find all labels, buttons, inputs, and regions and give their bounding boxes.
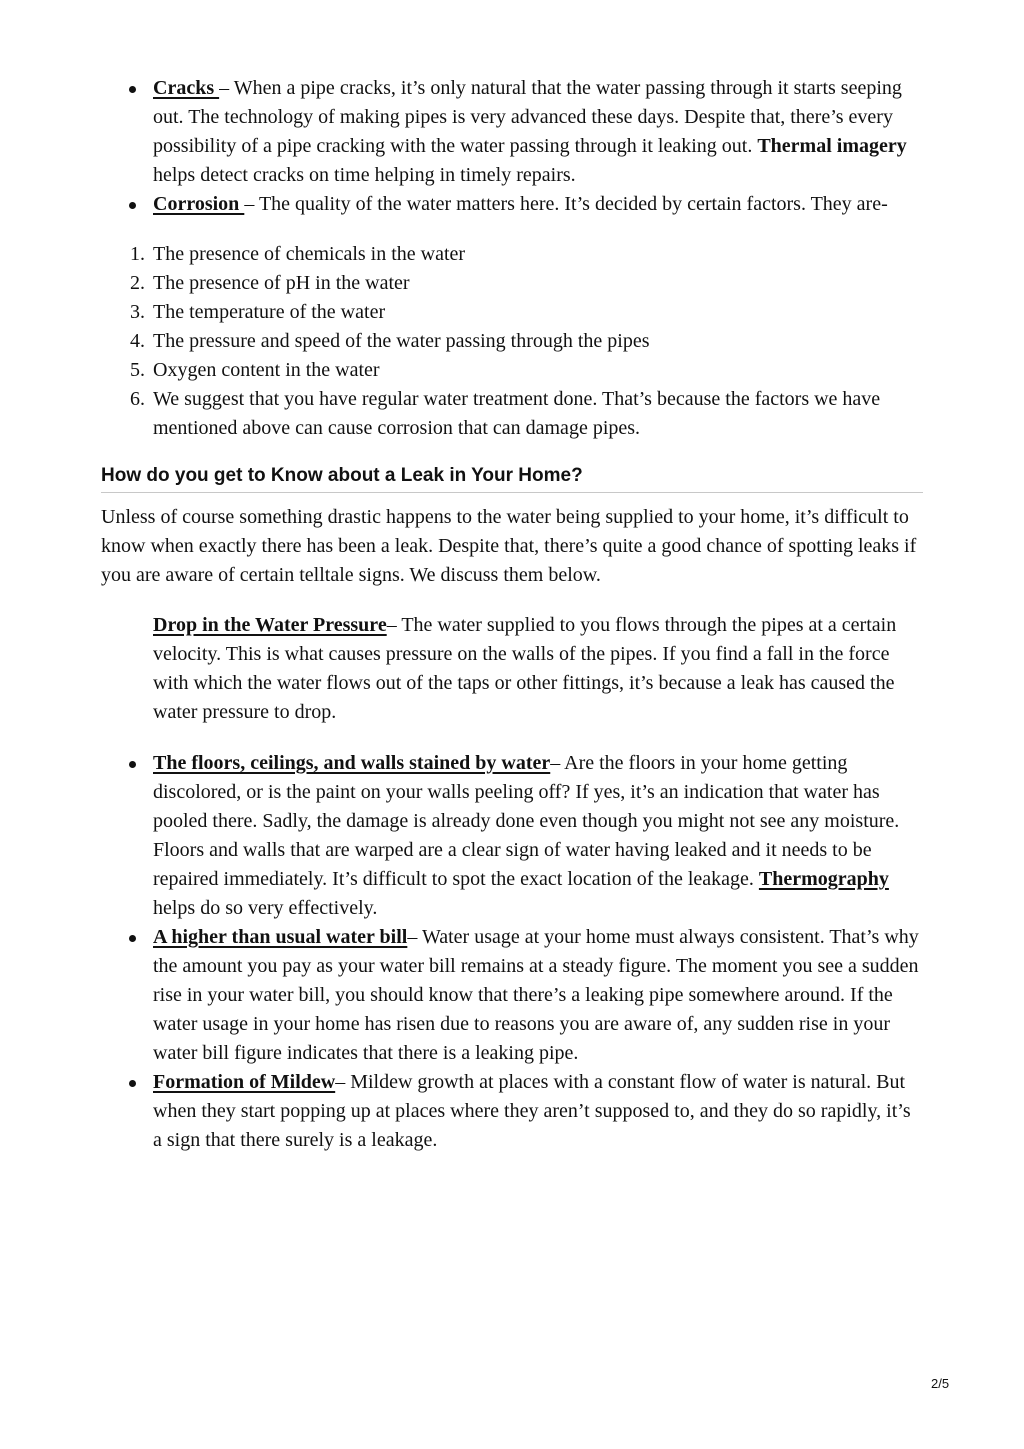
water-pressure-text: – The water supplied to you flows through the pipes at a certain velocity. This is what causes pressure on the walls of the pipes. If you find a fall in the force with which the water flows out of the taps or other fittings, it’s because a leak has caused the water pressure to drop. (153, 614, 897, 723)
list-item-cracks (101, 74, 923, 190)
bullet-icon (129, 1080, 136, 1087)
bullet-icon (129, 86, 136, 93)
list-number: 5. (130, 359, 145, 381)
stains-text-end: helps do so very effectively. (153, 897, 378, 919)
bullet-icon (129, 202, 136, 209)
list-item-water-bill (101, 923, 923, 1068)
list-item-text: The presence of pH in the water (153, 272, 410, 294)
list-number: 3. (130, 301, 145, 323)
list-number: 1. (130, 243, 145, 265)
corrosion-link[interactable]: Corrosion (153, 193, 245, 215)
page-number: 2/5 (931, 1376, 950, 1391)
signs-list (101, 749, 923, 1155)
sign-water-pressure (101, 611, 923, 727)
bullet-icon (129, 761, 136, 768)
stains-text: – Are the floors in your home getting discolored, or is the paint on your walls peeling off? If yes, it’s an indication that water has pooled there. Sadly, the damage is already done even though you might not see any moisture. Floors and walls that are warped are a clear sign of water having leaked and it needs to be repaired immediately. It’s difficult to spot the exact location of the leakage. (153, 752, 900, 890)
cracks-text-end: helps detect cracks on time helping in timely repairs. (153, 164, 576, 186)
list-item-text: Oxygen content in the water (153, 359, 380, 381)
mildew-text: – Mildew growth at places with a constant flow of water is natural. But when they start popping up at places where they aren’t supposed to, and they do so rapidly, it’s a sign that there surely is a leakage. (153, 1071, 911, 1151)
list-item (101, 269, 923, 298)
list-item (101, 385, 923, 443)
list-number: 2. (130, 272, 145, 294)
corrosion-text: – The quality of the water matters here. It’s decided by certain factors. They are- (244, 193, 888, 215)
section-heading: How do you get to Know about a Leak in Your Home? (101, 464, 923, 493)
list-item-mildew (101, 1068, 923, 1155)
list-item-corrosion (101, 190, 923, 219)
cracks-text: – When a pipe cracks, it’s only natural that the water passing through it starts seeping out. The technology of making pipes is very advanced these days. Despite that, there’s every possibility of a pipe cracking with the water passing through it leaking out. (153, 77, 902, 157)
list-item-text: The temperature of the water (153, 301, 386, 323)
list-item-text: The presence of chemicals in the water (153, 243, 466, 265)
cracks-link[interactable]: Cracks (153, 77, 220, 99)
document-page (101, 72, 923, 1155)
list-number: 4. (130, 330, 145, 352)
causes-list (101, 74, 923, 219)
water-pressure-link[interactable]: Drop in the Water Pressure (153, 614, 387, 636)
stains-link[interactable]: The floors, ceilings, and walls stained by water (153, 752, 551, 774)
thermography-link[interactable]: Thermography (758, 868, 889, 890)
thermal-imagery-text: Thermal imagery (757, 135, 907, 157)
section-intro: Unless of course something drastic happens to the water being supplied to your home, it’s difficult to know when exactly there has been a leak. Despite that, there’s quite a good chance of spotting leaks if you are aware of certain telltale signs. We discuss them below. (101, 506, 917, 586)
bullet-icon (129, 935, 136, 942)
list-item (101, 298, 923, 327)
list-item-stains (101, 749, 923, 923)
list-item (101, 327, 923, 356)
list-item (101, 240, 923, 269)
list-number: 6. (130, 388, 145, 410)
factors-list (101, 240, 923, 443)
mildew-link[interactable]: Formation of Mildew (153, 1071, 336, 1093)
list-item (101, 356, 923, 385)
list-item-text: We suggest that you have regular water treatment done. That’s because the factors we have mentioned above can cause corrosion that can damage pipes. (153, 388, 881, 439)
water-bill-text: – Water usage at your home must always consistent. That’s why the amount you pay as your water bill remains at a steady figure. The moment you see a sudden rise in your water bill, you should know that there’s a leaking pipe somewhere around. If the water usage in your home has risen due to reasons you are aware of, any sudden rise in your water bill figure indicates that there is a leaking pipe. (153, 926, 919, 1064)
list-item-text: The pressure and speed of the water passing through the pipes (153, 330, 650, 352)
water-bill-link[interactable]: A higher than usual water bill (153, 926, 408, 948)
